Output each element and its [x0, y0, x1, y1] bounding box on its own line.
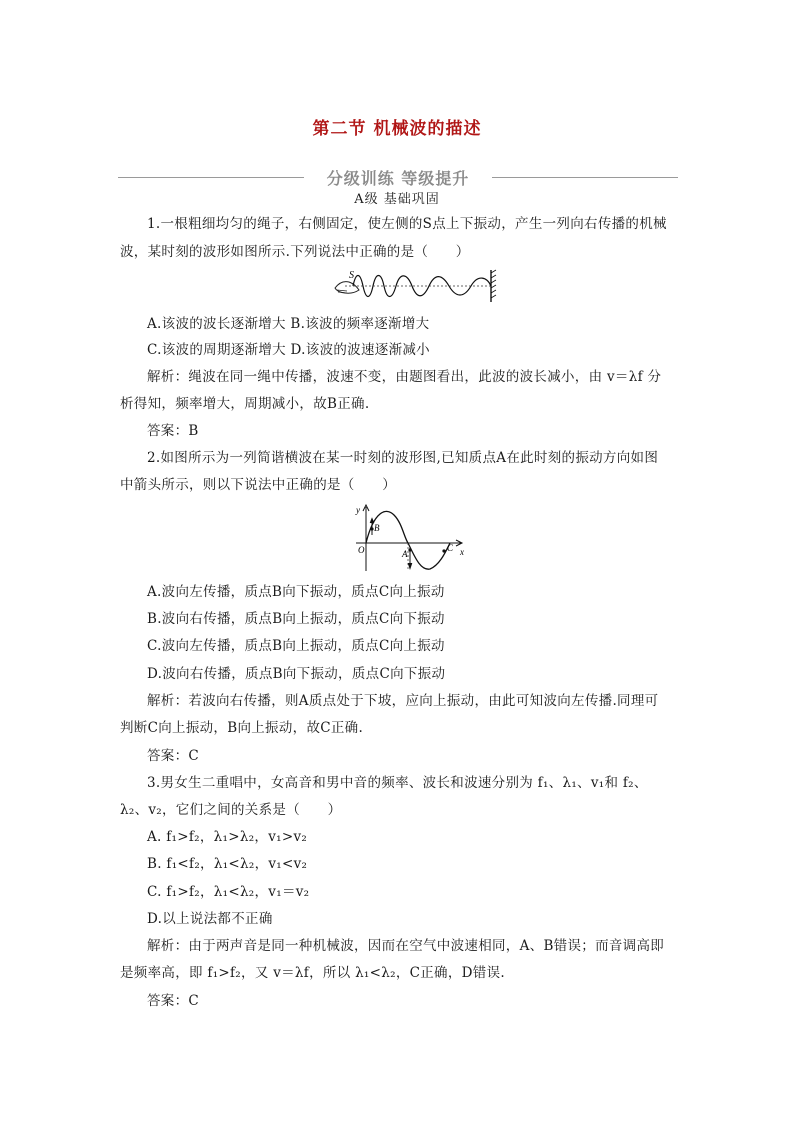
q2-option-b: B.波向右传播，质点B向上振动，质点C向下振动	[147, 611, 445, 627]
q3-analysis-line-1: 解析：由于两声音是同一种机械波，因而在空气中波速相同，A、B错误；而音调高即	[147, 938, 665, 954]
arrow-a-head	[408, 563, 412, 569]
label-s: S	[349, 270, 354, 281]
label-b: B	[374, 523, 380, 533]
q2-stem-line-2: 中箭头所示，则以下说法中正确的是（ ）	[120, 477, 396, 493]
q3-answer: 答案：C	[147, 993, 200, 1009]
q3-option-d: D.以上说法都不正确	[147, 911, 273, 927]
point-a	[408, 548, 411, 551]
banner-text: 分级训练 等级提升	[326, 169, 470, 188]
q3-analysis-line-2: 是频率高，即 f₁>f₂，又 v＝λf，所以 λ₁<λ₂，C正确，D错误.	[120, 965, 505, 981]
q2-answer: 答案：C	[147, 748, 200, 764]
q2-wave-figure	[350, 503, 470, 575]
banner-rule-right	[492, 177, 678, 178]
q1-wave-figure	[325, 268, 500, 304]
q1-option-ab: A.该波的波长逐渐增大 B.该波的频率逐渐增大	[147, 316, 430, 332]
q1-stem-line-2: 波，某时刻的波形如图所示.下列说法中正确的是（ ）	[120, 244, 470, 260]
q2-analysis-line-1: 解析：若波向右传播，则A质点处于下坡，应向上振动，由此可知波向左传播.同理可	[147, 693, 659, 709]
hand-icon	[335, 282, 359, 294]
label-y: y	[356, 505, 360, 515]
q1-stem-line-1: 1.一根粗细均匀的绳子，右侧固定，使左侧的S点上下振动，产生一列向右传播的机械	[147, 216, 667, 232]
label-x: x	[460, 547, 464, 557]
wall-hatch	[491, 270, 496, 298]
q3-option-c: C. f₁>f₂，λ₁<λ₂，v₁＝v₂	[147, 884, 310, 900]
banner-rule-left	[118, 177, 304, 178]
label-o: O	[358, 545, 365, 555]
q3-stem-line-1: 3.男女生二重唱中，女高音和男中音的频率、波长和波速分别为 f₁、λ₁、v₁和 f₂、	[147, 775, 648, 791]
label-c: C	[447, 543, 454, 553]
q1-option-cd: C.该波的周期逐渐增大 D.该波的波速逐渐减小	[147, 342, 430, 358]
level-heading: A级 基础巩固	[354, 192, 440, 207]
section-banner	[118, 164, 678, 190]
q1-analysis-line-2: 析得知，频率增大，周期减小，故B正确.	[120, 396, 370, 412]
q2-analysis-line-2: 判断C向上振动，B向上振动，故C正确.	[120, 720, 364, 736]
q2-option-a: A.波向左传播，质点B向下振动，质点C向上振动	[147, 584, 445, 600]
point-c	[442, 549, 445, 552]
q3-option-b: B. f₁<f₂，λ₁<λ₂，v₁<v₂	[147, 856, 308, 872]
q2-option-d: D.波向右传播，质点B向下振动，质点C向下振动	[147, 666, 446, 682]
q1-analysis-line-1: 解析：绳波在同一绳中传播，波速不变，由题图看出，此波的波长减小，由 v＝λf 分	[147, 369, 662, 385]
page-title: 第二节 机械波的描述	[312, 119, 482, 139]
q2-option-c: C.波向左传播，质点B向上振动，质点C向上振动	[147, 638, 445, 654]
q1-answer: 答案：B	[147, 423, 199, 439]
q2-stem-line-1: 2.如图所示为一列简谐横波在某一时刻的波形图,已知质点A在此时刻的振动方向如图	[147, 450, 659, 466]
q3-stem-line-2: λ₂、v₂，它们之间的关系是（ ）	[120, 802, 342, 818]
q3-option-a: A. f₁>f₂，λ₁>λ₂，v₁>v₂	[147, 829, 308, 845]
label-a: A	[402, 549, 408, 559]
